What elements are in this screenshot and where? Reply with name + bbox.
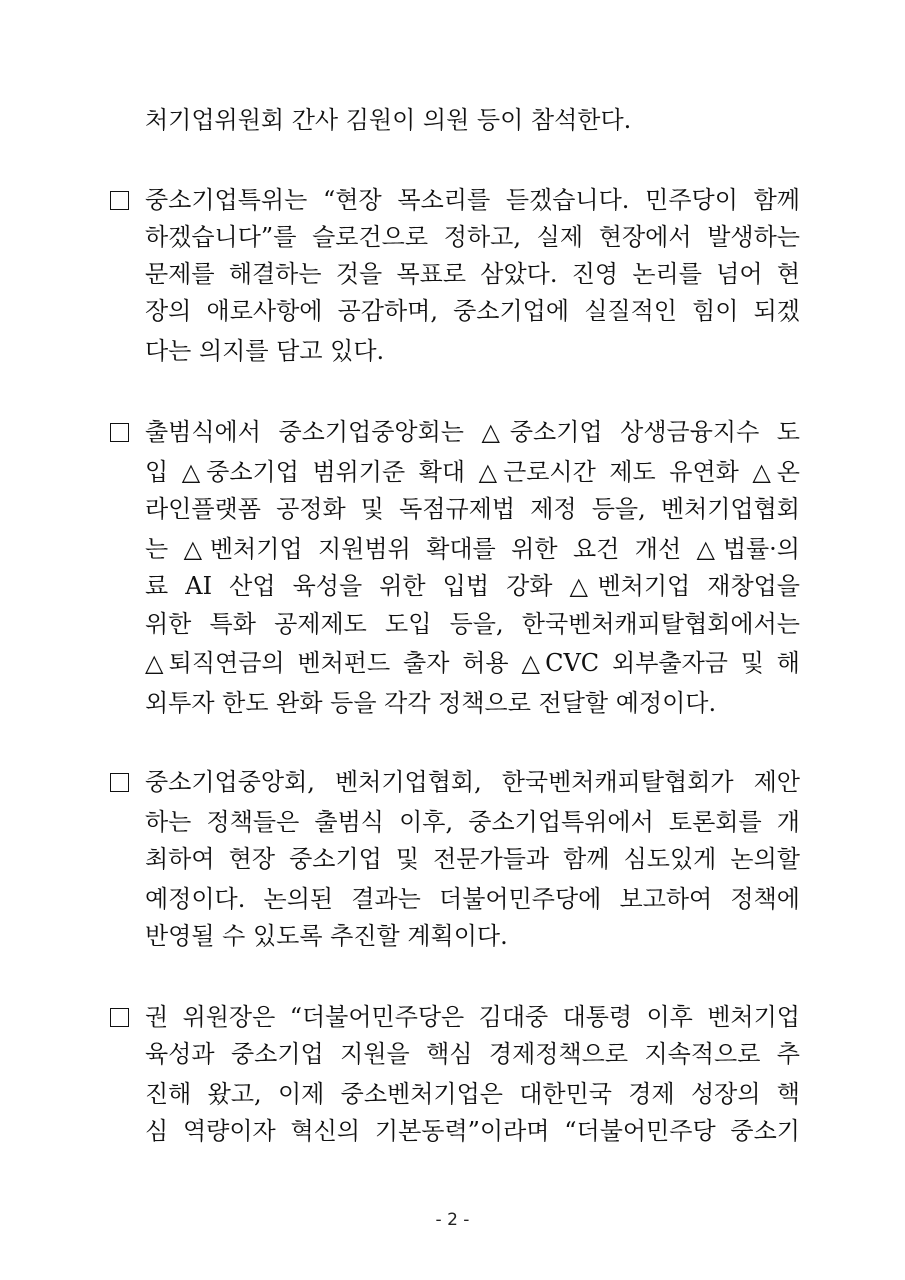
paragraph-2-line-1: 출범식에서 중소기업중앙회는 △중소기업 상생금융지수 도 — [145, 418, 800, 446]
paragraph-4-line-2: 육성과 중소기업 지원을 핵심 경제정책으로 지속적으로 추 — [145, 1040, 800, 1068]
paragraph-2-line-6: 위한 특화 공제제도 도입 등을, 한국벤처캐피탈협회에서는 — [145, 610, 800, 638]
paragraph-2-line-5: 료 AI 산업 육성을 위한 입법 강화 △벤처기업 재창업을 — [145, 572, 800, 600]
paragraph-1-line-5: 다는 의지를 담고 있다. — [145, 337, 385, 365]
paragraph-4-line-1: 권 위원장은 “더불어민주당은 김대중 대통령 이후 벤처기업 — [145, 1003, 800, 1031]
checkbox-bullet-icon — [110, 423, 129, 442]
page-number: - 2 - — [435, 1210, 470, 1230]
paragraph-2-line-2: 입 △중소기업 범위기준 확대 △근로시간 제도 유연화 △온 — [145, 458, 800, 486]
paragraph-2-line-4: 는 △벤처기업 지원범위 확대를 위한 요건 개선 △법률·의 — [145, 535, 800, 563]
paragraph-1-line-2: 하겠습니다”를 슬로건으로 정하고, 실제 현장에서 발생하는 — [145, 223, 800, 251]
paragraph-4-line-4: 심 역량이자 혁신의 기본동력”이라며 “더불어민주당 중소기 — [145, 1117, 800, 1145]
paragraph-3-line-2: 하는 정책들은 출범식 이후, 중소기업특위에서 토론회를 개 — [145, 808, 800, 836]
continuation-line: 처기업위원회 간사 김원이 의원 등이 참석한다. — [145, 106, 632, 134]
paragraph-3-line-4: 예정이다. 논의된 결과는 더불어민주당에 보고하여 정책에 — [145, 885, 800, 913]
paragraph-3-line-5: 반영될 수 있도록 추진할 계획이다. — [145, 922, 508, 950]
paragraph-4-line-3: 진해 왔고, 이제 중소벤처기업은 대한민국 경제 성장의 핵 — [145, 1080, 800, 1108]
paragraph-1-line-3: 문제를 해결하는 것을 목표로 삼았다. 진영 논리를 넘어 현 — [145, 260, 800, 288]
paragraph-2-line-8: 외투자 한도 완화 등을 각각 정책으로 전달할 예정이다. — [145, 689, 717, 717]
paragraph-1-line-4: 장의 애로사항에 공감하며, 중소기업에 실질적인 힘이 되겠 — [145, 297, 800, 325]
paragraph-3-line-3: 최하여 현장 중소기업 및 전문가들과 함께 심도있게 논의할 — [145, 845, 800, 873]
paragraph-3-line-1: 중소기업중앙회, 벤처기업협회, 한국벤처캐피탈협회가 제안 — [145, 768, 800, 796]
checkbox-bullet-icon — [110, 191, 129, 210]
paragraph-1-line-1: 중소기업특위는 “현장 목소리를 듣겠습니다. 민주당이 함께 — [145, 186, 800, 214]
paragraph-2-line-7: △퇴직연금의 벤처펀드 출자 허용 △CVC 외부출자금 및 해 — [145, 649, 800, 677]
paragraph-2-line-3: 라인플랫폼 공정화 및 독점규제법 제정 등을, 벤처기업협회 — [145, 495, 800, 523]
checkbox-bullet-icon — [110, 773, 129, 792]
checkbox-bullet-icon — [110, 1008, 129, 1027]
